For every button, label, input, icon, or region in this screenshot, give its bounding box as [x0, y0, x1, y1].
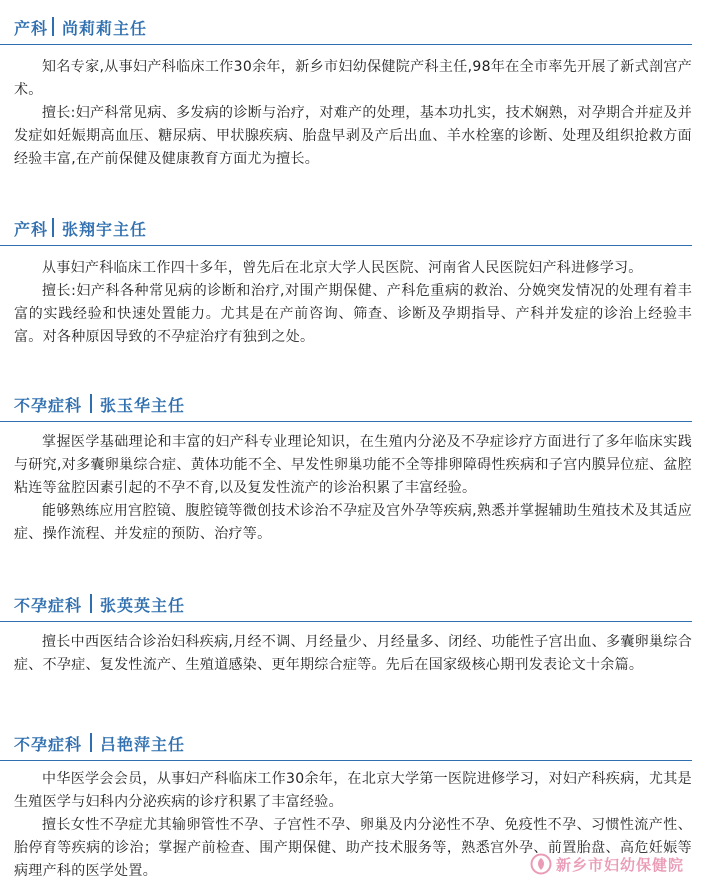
section-body: [14, 631, 692, 677]
paragraph: 擅长:妇产科各种常见病的诊断和治疗,对围产期保健、产科危重病的救治、分娩突发情况的处理有着丰富的实践经验和快速处置能力。尤其是在产前咨询、筛查、诊断及孕期指导、产科并发症的诊治上经验丰富。对各种原因导致的不孕症治疗有独到之处。: [14, 283, 692, 345]
department-label: 不孕症科: [14, 396, 83, 415]
section-header: [0, 209, 692, 246]
header-divider: [90, 394, 92, 413]
header-divider: [90, 594, 92, 613]
paragraph: 掌握医学基础理论和丰富的妇产科专业理论知识，在生殖内分泌及不孕症诊疗方面进行了多年临床实践与研究,对多囊卵巢综合症、黄体功能不全、早发性卵巢功能不全等排卵障碍性疾病和子宫内膜异位症、盆腔粘连等盆腔因素引起的不孕不育,以及复发性流产的诊治积累了丰富经验。: [14, 434, 692, 496]
doctor-name: 尚莉莉主任: [62, 19, 148, 38]
watermark-text: 新乡市妇幼保健院: [556, 855, 685, 874]
section-header: [0, 585, 692, 622]
department-label: 不孕症科: [14, 596, 83, 615]
paragraph: 中华医学会会员，从事妇产科临床工作30余年，在北京大学第一医院进修学习，对妇产科疾病，尤其是生殖医学与妇科内分泌疾病的诊疗积累了丰富经验。: [14, 771, 692, 810]
department-label: 产科: [14, 220, 49, 239]
department-label: 不孕症科: [14, 735, 83, 754]
hospital-watermark: [530, 852, 684, 876]
paragraph: 能够熟练应用宫腔镜、腹腔镜等微创技术诊治不孕症及宫外孕等疾病,熟悉并掌握辅助生殖技术及其适应症、操作流程、并发症的预防、治疗等。: [14, 503, 692, 542]
doctor-name: 吕艳萍主任: [100, 735, 186, 754]
paragraph: 从事妇产科临床工作四十多年，曾先后在北京大学人民医院、河南省人民医院妇产科进修学习。: [42, 260, 643, 276]
hospital-logo-icon: [530, 853, 552, 875]
doctor-name: 张玉华主任: [100, 396, 186, 415]
section-header: [0, 724, 692, 761]
section-header: [0, 385, 692, 422]
section-header: [0, 8, 692, 45]
doctor-name: 张翔宇主任: [62, 220, 148, 239]
section-body: [14, 257, 692, 349]
header-divider: [52, 218, 54, 237]
header-divider: [52, 17, 54, 36]
paragraph: 擅长:妇产科常见病、多发病的诊断与治疗，对难产的处理，基本功扎实，技术娴熟，对孕期合并症及并发症如妊娠期高血压、糖尿病、甲状腺疾病、胎盘早剥及产后出血、羊水栓塞的诊断、处理及组织抢救方面经验丰富,在产前保健及健康教育方面尤为擅长。: [14, 105, 692, 167]
section-body: [14, 431, 692, 546]
doctor-name: 张英英主任: [100, 596, 186, 615]
paragraph: 擅长中西医结合诊治妇科疾病,月经不调、月经量少、月经量多、闭经、功能性子宫出血、多囊卵巢综合症、不孕症、复发性流产、生殖道感染、更年期综合症等。先后在国家级核心期刊发表论文十余篇。: [14, 634, 692, 673]
paragraph: 知名专家,从事妇产科临床工作30余年，新乡市妇幼保健院产科主任,98年在全市率先开展了新式剖宫产术。: [14, 59, 692, 98]
header-divider: [90, 733, 92, 752]
section-body: [14, 56, 692, 171]
department-label: 产科: [14, 19, 49, 38]
paragraph: 擅长女性不孕症尤其输卵管性不孕、子宫性不孕、卵巢及内分泌性不孕、免疫性不孕、习惯性流产性、胎停育等疾病的诊治；掌握产前检查、围产期保健、助产技术服务等，熟悉宫外孕、前置胎盘、高危妊娠等病理产科的医学处置。: [14, 817, 692, 879]
